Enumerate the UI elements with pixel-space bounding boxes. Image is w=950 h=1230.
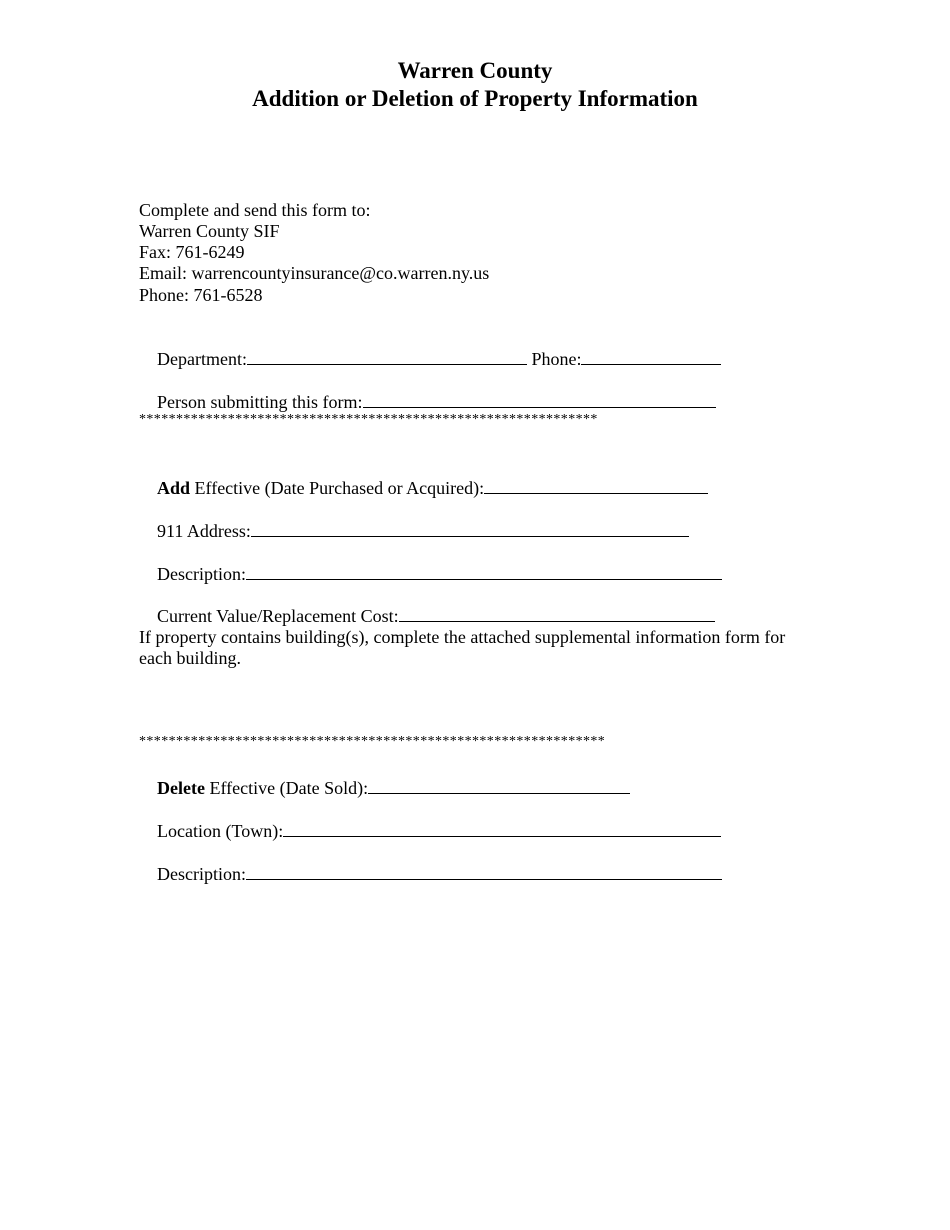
location-label: Location (Town): [157,821,284,841]
location-field[interactable] [283,820,721,837]
add-description-field[interactable] [246,563,722,580]
delete-label: Delete [157,778,205,798]
add-description-label: Description: [157,564,246,584]
person-field[interactable] [363,391,716,408]
department-field[interactable] [247,348,527,365]
phone-label: Phone: [531,349,582,369]
delete-effective-label: Effective (Date Sold): [204,778,369,798]
separator-top: ************************************************************** [139,412,598,427]
phone-field[interactable] [581,348,721,365]
address-field[interactable] [251,520,689,537]
contact-fax: Fax: 761-6249 [139,242,245,262]
value-field[interactable] [399,605,715,622]
title-form: Addition or Deletion of Property Information [252,86,698,111]
value-label: Current Value/Replacement Cost: [157,606,399,626]
person-label: Person submitting this form: [157,392,363,412]
building-note-line1: If property contains building(s), complete the attached supplemental information form for [139,627,786,647]
add-effective-label: Effective (Date Purchased or Acquired): [190,478,485,498]
address-label: 911 Address: [157,521,251,541]
department-label: Department: [157,349,247,369]
contact-email: Email: warrencountyinsurance@co.warren.ny.us [139,263,490,283]
add-effective-field[interactable] [484,477,708,494]
add-label: Add [157,478,191,498]
contact-intro: Complete and send this form to: [139,200,371,220]
delete-description-field[interactable] [246,863,722,880]
delete-description-row [139,842,722,906]
contact-org: Warren County SIF [139,221,280,241]
delete-description-label: Description: [157,864,246,884]
title-county: Warren County [397,58,553,83]
contact-phone: Phone: 761-6528 [139,285,263,305]
separator-bottom: *************************************************************** [139,734,606,749]
building-note-line2: each building. [139,648,241,668]
delete-effective-field[interactable] [368,777,630,794]
